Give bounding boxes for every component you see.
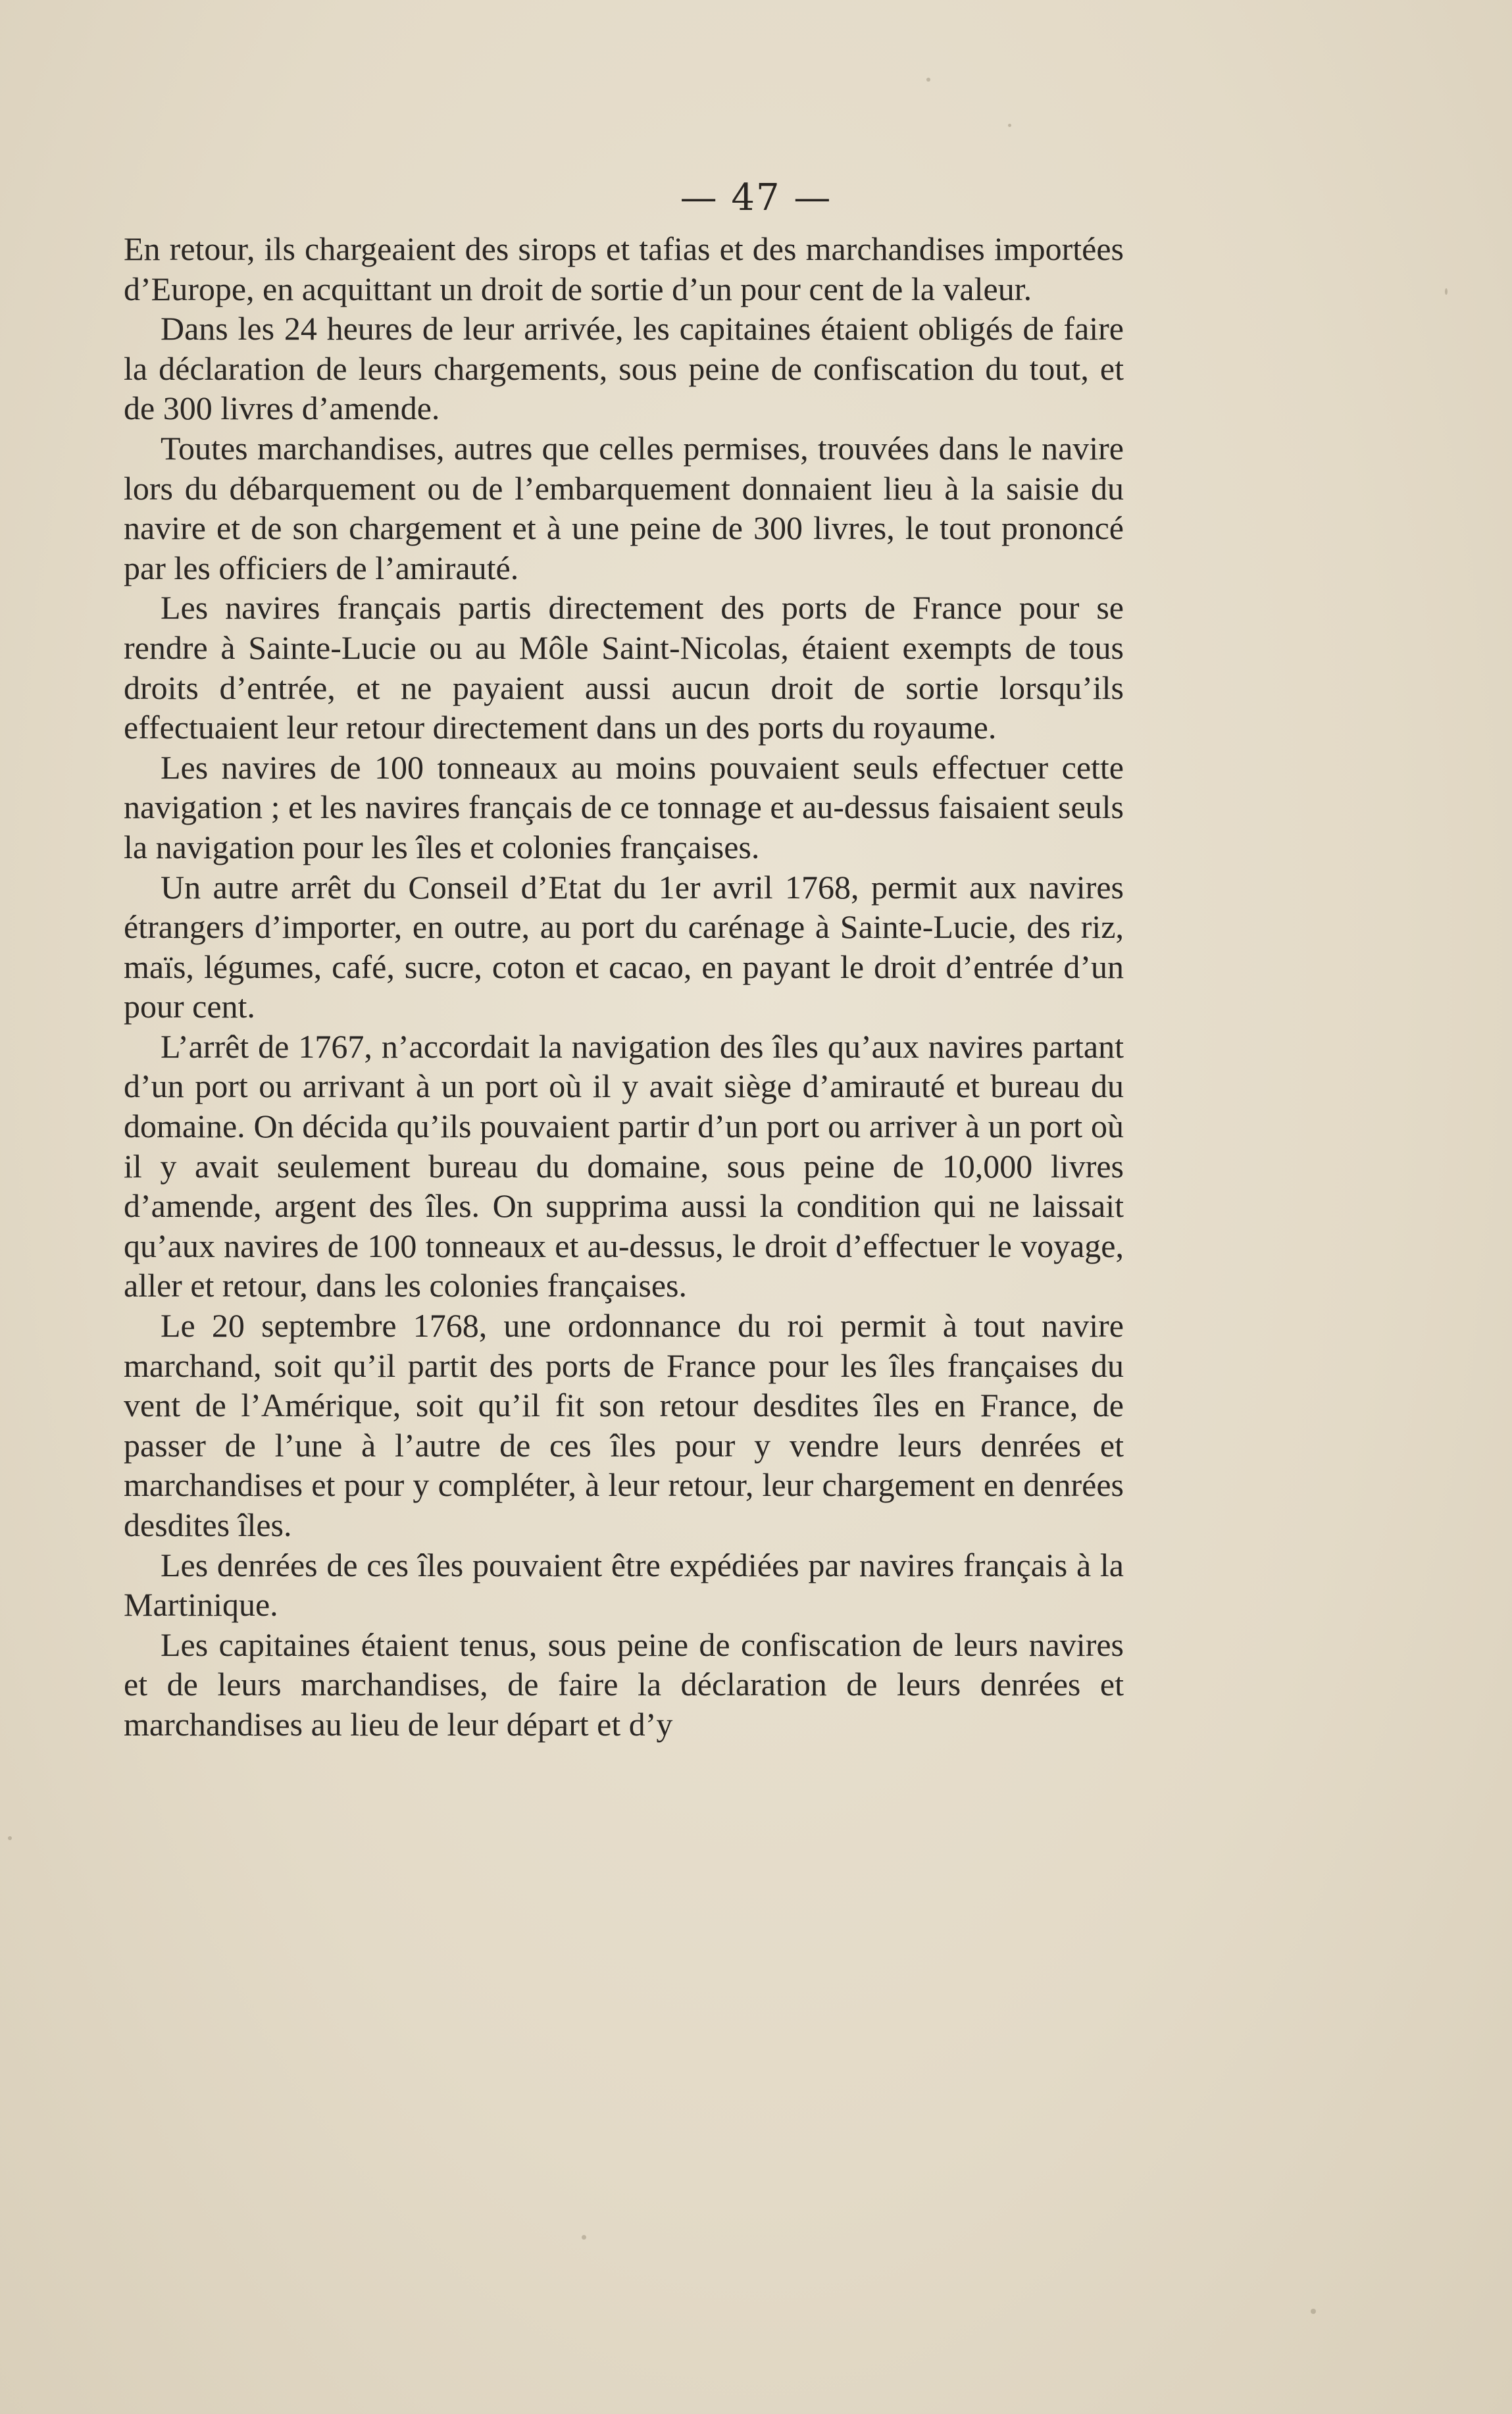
body-text xyxy=(124,229,1124,1745)
paragraph-4: Les navires français partis directement des ports de France pour se rendre à Sainte-Lucie ou au Môle Saint-Nicolas, étaient exempts de tous droits d’entrée, et ne payaient aussi aucun droit de sortie lorsqu’ils effectuaient leur retour directement dans un des ports du royaume. xyxy=(124,589,1124,746)
paragraph-10: Les capitaines étaient tenus, sous peine de confiscation de leurs navires et de leurs marchandises, de faire la déclaration de leurs denrées et marchandises au lieu de leur départ et d’y xyxy=(124,1626,1124,1743)
paper-speck xyxy=(1008,124,1011,127)
paper-speck xyxy=(1311,2309,1316,2314)
paragraph-5: Les navires de 100 tonneaux au moins pouvaient seuls effectuer cette navigation ; et les navires français de ce tonnage et au-dessus faisaient seuls la navigation pour les îles et colonies françaises. xyxy=(124,748,1124,865)
paper-speck xyxy=(8,1836,12,1840)
paper-speck xyxy=(582,2235,586,2240)
paper-speck xyxy=(926,78,930,82)
paragraph-9: Les denrées de ces îles pouvaient être expédiées par navires français à la Martinique. xyxy=(124,1546,1124,1624)
paragraph-8: Le 20 septembre 1768, une ordonnance du roi permit à tout navire marchand, soit qu’il partit des ports de France pour les îles françaises du vent de l’Amérique, soit qu’il fit son retour desdites îles en France, de passer de l’une à l’autre de ces îles pour y vendre leurs denrées et marchandises et pour y compléter, à leur retour, leur chargement en denrées desdites îles. xyxy=(124,1307,1124,1543)
paragraph-7: L’arrêt de 1767, n’accordait la navigation des îles qu’aux navires partant d’un port ou arrivant à un port où il y avait siège d’amirauté et bureau du domaine. On décida qu’ils pouvaient partir d’un port ou arriver à un port où il y avait seulement bureau du domaine, sous peine de 10,000 livres d’amende, argent des îles. On supprima aussi la condition qui ne laissait qu’aux navires de 100 tonneaux et au-dessus, le droit d’effectuer le voyage, aller et retour, dans les colonies françaises. xyxy=(124,1027,1124,1304)
paragraph-1: En retour, ils chargeaient des sirops et tafias et des marchandises importées d’Europe, en acquittant un droit de sortie d’un pour cent de la valeur. xyxy=(124,230,1124,307)
paper-speck xyxy=(1445,288,1448,295)
paragraph-3: Toutes marchandises, autres que celles permises, trouvées dans le navire lors du débarquement ou de l’embarquement donnaient lieu à la saisie du navire et de son chargement et à une peine de 300 livres, le tout prononcé par les officiers de l’amirauté. xyxy=(124,429,1124,586)
page-number: — 47 — xyxy=(680,176,832,219)
paragraph-2: Dans les 24 heures de leur arrivée, les capitaines étaient obligés de faire la déclaration de leurs chargements, sous peine de confiscation du tout, et de 300 livres d’amende. xyxy=(124,310,1124,427)
paragraph-6: Un autre arrêt du Conseil d’Etat du 1er avril 1768, permit aux navires étrangers d’importer, en outre, au port du carénage à Sainte-Lucie, des riz, maïs, légumes, café, sucre, coton et cacao, en payant le droit d’entrée d’un pour cent. xyxy=(124,868,1124,1025)
